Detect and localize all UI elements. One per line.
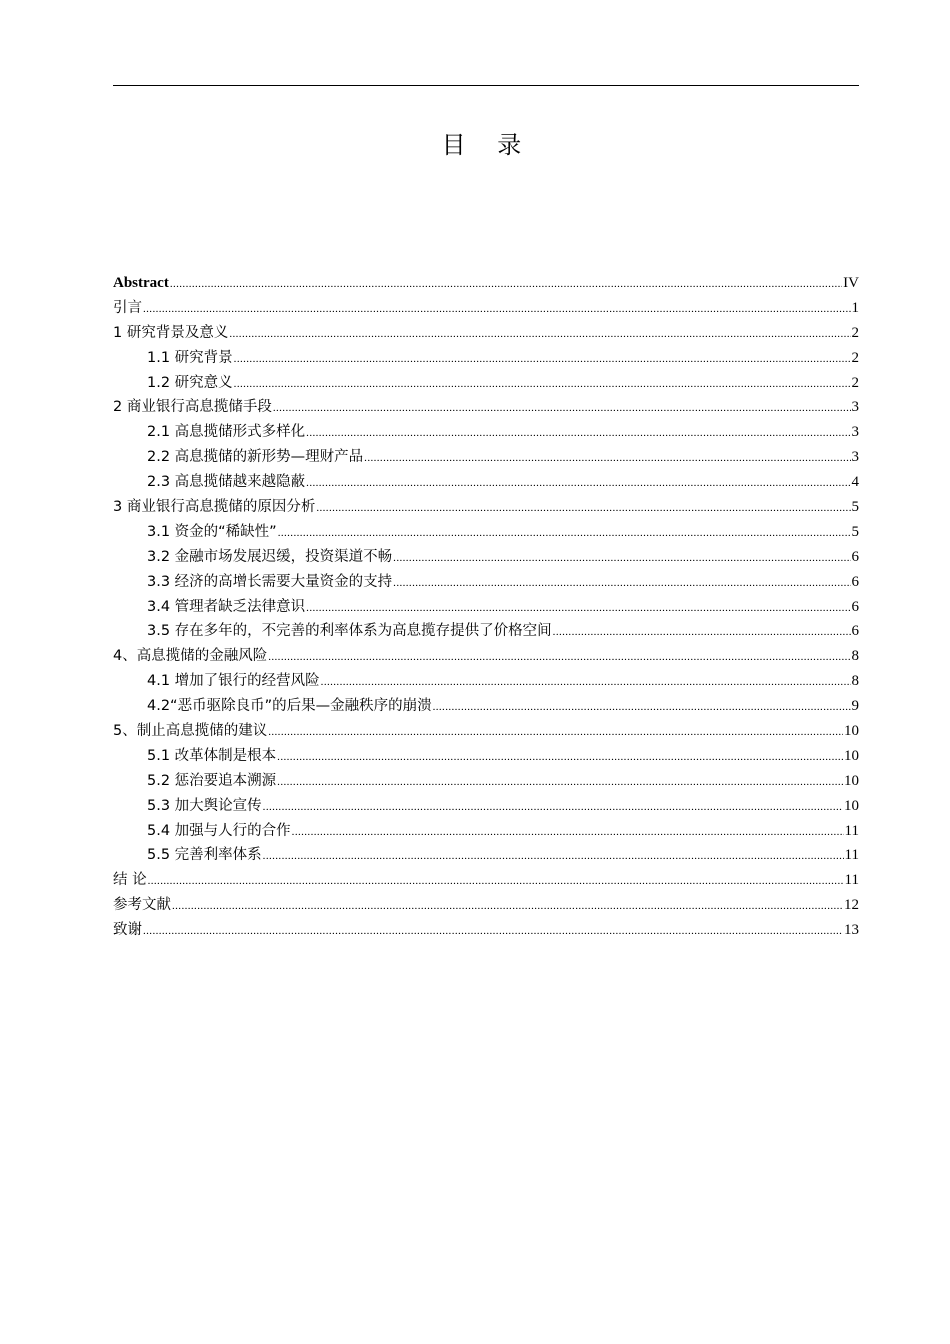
toc-entry-label: 3.3 经济的高增长需要大量资金的支持 (147, 573, 393, 590)
toc-entry-page-number: 5 (851, 523, 859, 540)
toc-entry-page-number: 10 (844, 797, 859, 814)
toc-entry-label: 1.1 研究背景 (147, 349, 233, 366)
toc-entry-page-number: 11 (844, 822, 859, 839)
toc-entry-label: 5.5 完善利率体系 (147, 847, 262, 864)
toc-dot-leader (234, 347, 851, 372)
toc-entry-section[interactable] (113, 420, 859, 445)
toc-entry-page-number: 10 (844, 723, 859, 740)
toc-entry-page-number: 8 (851, 673, 859, 690)
toc-entry-page-number: 3 (851, 424, 859, 441)
toc-entry-chapter[interactable] (113, 719, 859, 744)
toc-entry-label: 5.2 惩治要追本溯源 (147, 772, 277, 789)
toc-entry-label: 2 商业银行高息揽储手段 (113, 399, 272, 416)
toc-entry-section[interactable] (113, 669, 859, 694)
toc-entry-chapter[interactable] (113, 495, 859, 520)
toc-entry-page-number: 12 (844, 897, 859, 914)
toc-entry-section[interactable] (113, 545, 859, 570)
toc-entry-chapter[interactable] (113, 644, 859, 669)
toc-entry-chapter[interactable] (113, 271, 859, 296)
toc-dot-leader (277, 745, 843, 770)
toc-entry-page-number: 8 (851, 648, 859, 665)
toc-dot-leader (234, 372, 851, 397)
toc-entry-page-number: 11 (844, 872, 859, 889)
toc-entry-chapter[interactable] (113, 296, 859, 321)
toc-dot-leader (364, 446, 850, 471)
toc-entry-page-number: 11 (844, 847, 859, 864)
toc-entry-label: 3 商业银行高息揽储的原因分析 (113, 499, 316, 516)
toc-entry-section[interactable] (113, 694, 859, 719)
toc-entry-section[interactable] (113, 744, 859, 769)
toc-entry-chapter[interactable] (113, 868, 859, 893)
toc-entry-page-number: 6 (851, 573, 859, 590)
toc-entry-section[interactable] (113, 619, 859, 644)
toc-dot-leader (316, 496, 850, 521)
toc-entry-label: 4、高息揽储的金融风险 (113, 648, 268, 665)
toc-entry-page-number: 6 (851, 623, 859, 640)
toc-dot-leader (292, 820, 844, 845)
toc-entry-label: 引言 (113, 299, 142, 316)
toc-dot-leader (306, 596, 850, 621)
toc-entry-page-number: 2 (851, 324, 859, 341)
toc-entry-label: 3.1 资金的“稀缺性” (147, 523, 277, 540)
toc-entry-label: 2.1 高息揽储形式多样化 (147, 424, 306, 441)
toc-dot-leader (143, 919, 843, 944)
toc-entry-section[interactable] (113, 794, 859, 819)
toc-dot-leader (306, 421, 850, 446)
toc-entry-chapter[interactable] (113, 395, 859, 420)
toc-dot-leader (229, 322, 850, 347)
toc-entry-chapter[interactable] (113, 893, 859, 918)
toc-dot-leader (263, 795, 843, 820)
toc-dot-leader (321, 670, 851, 695)
toc-entry-section[interactable] (113, 769, 859, 794)
toc-entry-section[interactable] (113, 819, 859, 844)
toc-dot-leader (170, 272, 842, 297)
toc-entry-page-number: 10 (844, 772, 859, 789)
toc-entry-label: 5.3 加大舆论宣传 (147, 797, 262, 814)
toc-entry-label: 参考文献 (113, 897, 171, 914)
toc-entry-label: 4.2“恶币驱除良币”的后果—金融秩序的崩溃 (147, 698, 432, 715)
toc-dot-leader (393, 546, 850, 571)
toc-entry-page-number: 6 (851, 598, 859, 615)
toc-entry-page-number: IV (843, 275, 859, 291)
toc-entry-page-number: 13 (844, 922, 859, 939)
toc-entry-label: 1.2 研究意义 (147, 374, 233, 391)
toc-entry-page-number: 5 (851, 499, 859, 516)
toc-entry-section[interactable] (113, 843, 859, 868)
toc-entry-section[interactable] (113, 445, 859, 470)
toc-entry-chapter[interactable] (113, 918, 859, 943)
toc-entry-label: 3.5 存在多年的，不完善的利率体系为高息揽存提供了价格空间 (147, 623, 552, 640)
toc-entry-section[interactable] (113, 371, 859, 396)
toc-entry-section[interactable] (113, 520, 859, 545)
toc-entry-label: 5.1 改革体制是根本 (147, 747, 277, 764)
toc-dot-leader (268, 645, 850, 670)
toc-entry-page-number: 6 (851, 548, 859, 565)
toc-entry-page-number: 4 (851, 474, 859, 491)
toc-entry-label: 2.3 高息揽储越来越隐蔽 (147, 474, 306, 491)
header-rule (113, 85, 859, 86)
toc-dot-leader (553, 620, 851, 645)
toc-entry-section[interactable] (113, 346, 859, 371)
toc-entry-label: 2.2 高息揽储的新形势—理财产品 (147, 449, 364, 466)
toc-dot-leader (306, 471, 850, 496)
toc-dot-leader (148, 869, 844, 894)
toc-entry-label: 1 研究背景及意义 (113, 324, 229, 341)
toc-entry-page-number: 9 (851, 698, 859, 715)
toc-dot-leader (172, 894, 843, 919)
toc-title: 目 录 (441, 131, 534, 159)
toc-entry-label: 致谢 (113, 922, 142, 939)
toc-entry-label: 4.1 增加了银行的经营风险 (147, 673, 320, 690)
toc-entry-page-number: 2 (851, 349, 859, 366)
toc-dot-leader (277, 770, 843, 795)
toc-entry-label: Abstract (113, 275, 169, 291)
toc-entry-section[interactable] (113, 570, 859, 595)
toc-entry-label: 3.4 管理者缺乏法律意识 (147, 598, 306, 615)
toc-entry-label: 5、制止高息揽储的建议 (113, 723, 268, 740)
toc-entry-page-number: 10 (844, 747, 859, 764)
toc-dot-leader (268, 720, 843, 745)
toc-entry-section[interactable] (113, 595, 859, 620)
toc-dot-leader (433, 695, 851, 720)
toc-entry-label: 3.2 金融市场发展迟缓，投资渠道不畅 (147, 548, 393, 565)
toc-dot-leader (143, 297, 851, 322)
toc-entry-label: 5.4 加强与人行的合作 (147, 822, 291, 839)
toc-dot-leader (278, 521, 851, 546)
toc-entry-section[interactable] (113, 470, 859, 495)
toc-dot-leader (273, 396, 851, 421)
toc-dot-leader (393, 571, 850, 596)
toc-entry-page-number: 1 (851, 299, 859, 316)
toc-dot-leader (263, 844, 844, 869)
toc-entry-chapter[interactable] (113, 321, 859, 346)
toc-entry-page-number: 3 (851, 399, 859, 416)
toc-entry-page-number: 3 (851, 449, 859, 466)
toc-entry-page-number: 2 (851, 374, 859, 391)
toc-entry-label: 结 论 (113, 872, 147, 889)
toc-list (113, 271, 859, 943)
